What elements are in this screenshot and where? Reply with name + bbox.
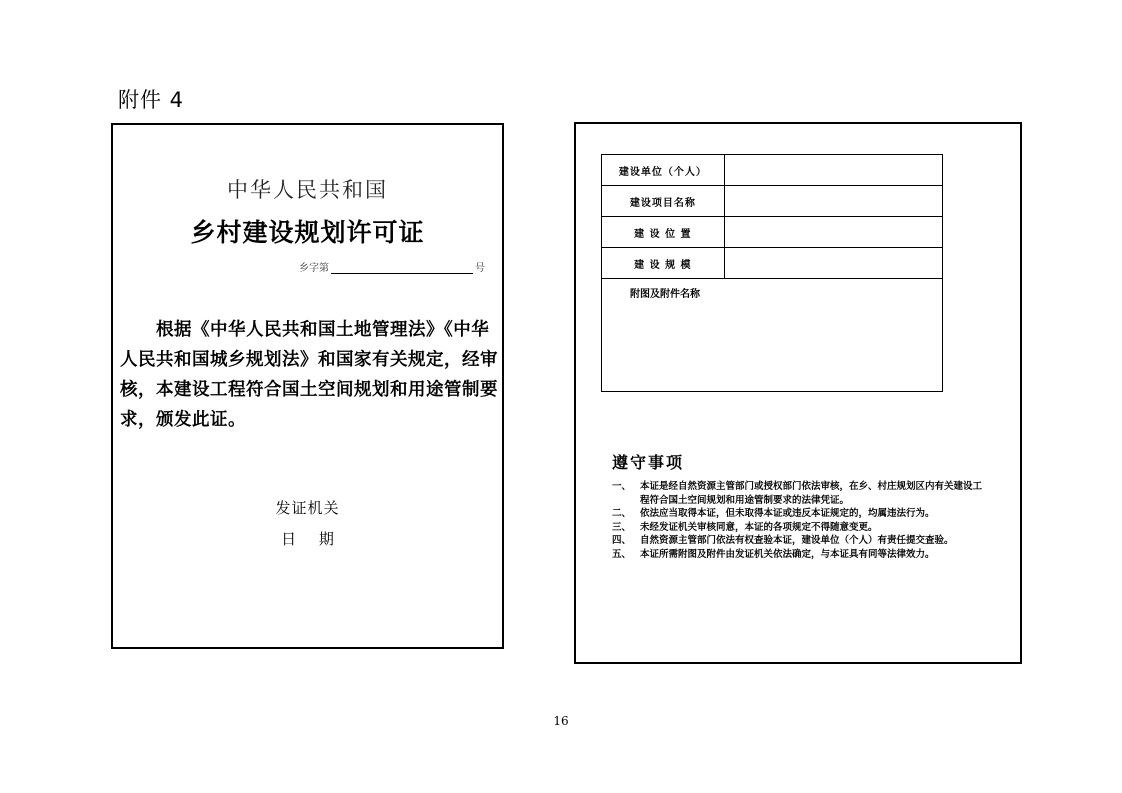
rules-title: 遵守事项	[612, 453, 685, 472]
rule-number: 一、	[612, 481, 632, 492]
issue-date-label: 日 期	[281, 530, 334, 548]
permit-statement: 根据《中华人民共和国土地管理法》《中华人民共和国城乡规划法》和国家有关规定，经审核，本建设工程符合国土空间规划和用途管制要求，颁发此证。	[120, 320, 498, 430]
field-value	[724, 186, 942, 217]
number-prefix: 乡字第	[299, 263, 329, 274]
rule-text: 依法应当取得本证，但未取得本证或违反本证规定的，均属违法行为。	[640, 508, 935, 519]
rule-text: 自然资源主管部门依法有权查验本证，建设单位（个人）有责任提交查验。	[640, 535, 954, 546]
attachment-label: 附件 4	[118, 88, 185, 112]
field-value	[724, 248, 942, 279]
rule-item	[612, 534, 987, 548]
rule-item	[612, 521, 987, 535]
table-row	[602, 279, 943, 392]
rule-number: 五、	[612, 548, 632, 560]
rule-item	[612, 548, 987, 562]
field-label: 建设项目名称	[602, 186, 725, 217]
field-value	[724, 217, 942, 248]
field-value	[724, 155, 942, 186]
rule-text: 未经发证机关审核同意，本证的各项规定不得随意变更。	[640, 521, 878, 533]
table-row	[602, 155, 943, 186]
table-row	[602, 248, 943, 279]
rule-text: 本证所需附图及附件由发证机关依法确定，与本证具有同等法律效力。	[640, 548, 935, 560]
permit-number-line	[299, 259, 485, 274]
table-row	[602, 217, 943, 248]
permit-cover-page	[111, 123, 504, 649]
permit-details-page	[574, 122, 1022, 664]
country-name: 中华人民共和国	[227, 178, 388, 202]
rule-item	[612, 480, 987, 507]
permit-number-blank	[331, 263, 473, 274]
rule-text: 本证是经自然资源主管部门或授权部门依法审核，在乡、村庄规划区内有关建设工程符合国土空间规划和用途管制要求的法律凭证。	[640, 481, 983, 506]
rule-item	[612, 507, 987, 521]
issuing-authority-label: 发证机关	[275, 499, 340, 517]
page-number: 16	[553, 714, 569, 728]
field-label: 建设单位（个人）	[602, 155, 725, 186]
number-suffix: 号	[475, 263, 485, 274]
field-label: 建 设 位 置	[602, 217, 725, 248]
field-label: 建 设 规 模	[602, 248, 725, 279]
table-row	[602, 186, 943, 217]
rule-number: 二、	[612, 508, 632, 519]
project-info-table	[601, 154, 943, 392]
attachments-field: 附图及附件名称	[602, 279, 943, 392]
rule-number: 四、	[612, 535, 632, 546]
rules-list	[612, 480, 987, 561]
permit-title: 乡村建设规划许可证	[190, 218, 425, 247]
rule-number: 三、	[612, 521, 632, 533]
